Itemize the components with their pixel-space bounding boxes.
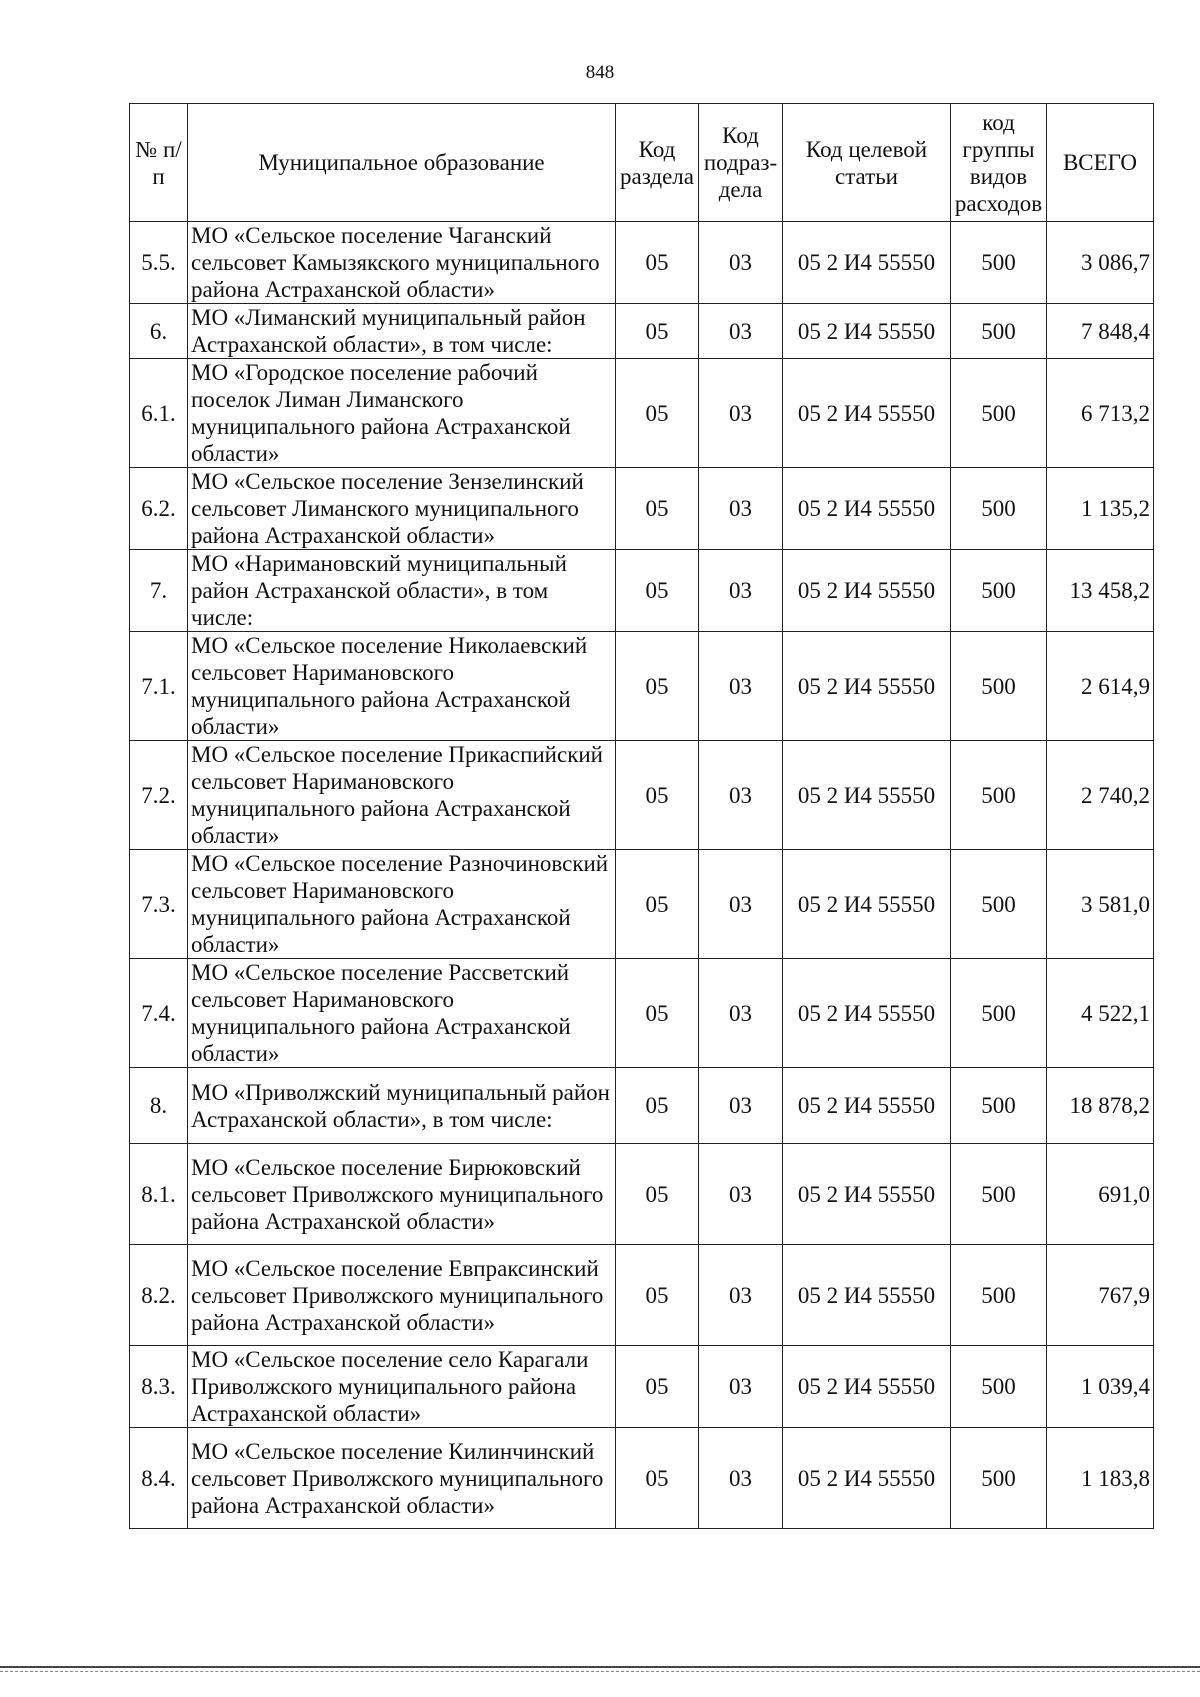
table-row xyxy=(130,1068,1154,1144)
municipality-name: МО «Сельское поселение Чаганский сельсовет Камызякского муниципального района Астраханской области» xyxy=(188,222,616,304)
municipality-name: МО «Сельское поселение Разночиновский сельсовет Наримановского муниципального района Астраханской области» xyxy=(188,850,616,959)
expense-group-code: 500 xyxy=(951,359,1047,468)
section-code: 05 xyxy=(616,1346,699,1428)
section-code: 05 xyxy=(616,1245,699,1346)
table-row xyxy=(130,632,1154,741)
expense-group-code: 500 xyxy=(951,1144,1047,1245)
target-code: 05 2 И4 55550 xyxy=(783,359,951,468)
page-number: 848 xyxy=(585,62,615,83)
expense-group-code: 500 xyxy=(951,632,1047,741)
total-amount: 13 458,2 xyxy=(1047,550,1154,632)
header-section: Код раздела xyxy=(616,104,699,222)
row-number: 8.2. xyxy=(130,1245,188,1346)
target-code: 05 2 И4 55550 xyxy=(783,632,951,741)
bottom-rule xyxy=(0,1666,1200,1668)
target-code: 05 2 И4 55550 xyxy=(783,959,951,1068)
target-code: 05 2 И4 55550 xyxy=(783,1144,951,1245)
section-code: 05 xyxy=(616,1428,699,1529)
header-target: Код целевой статьи xyxy=(783,104,951,222)
total-amount: 3 086,7 xyxy=(1047,222,1154,304)
expense-group-code: 500 xyxy=(951,550,1047,632)
table-row xyxy=(130,222,1154,304)
municipality-name: МО «Сельское поселение село Карагали Приволжского муниципального района Астраханской области» xyxy=(188,1346,616,1428)
table-row xyxy=(130,1245,1154,1346)
total-amount: 2 740,2 xyxy=(1047,741,1154,850)
target-code: 05 2 И4 55550 xyxy=(783,222,951,304)
row-number: 7.3. xyxy=(130,850,188,959)
expense-group-code: 500 xyxy=(951,959,1047,1068)
section-code: 05 xyxy=(616,741,699,850)
header-name: Муниципальное образование xyxy=(188,104,616,222)
row-number: 6.1. xyxy=(130,359,188,468)
expense-group-code: 500 xyxy=(951,850,1047,959)
section-code: 05 xyxy=(616,632,699,741)
expense-group-code: 500 xyxy=(951,1428,1047,1529)
total-amount: 1 135,2 xyxy=(1047,468,1154,550)
section-code: 05 xyxy=(616,304,699,359)
table-row xyxy=(130,468,1154,550)
municipality-name: МО «Сельское поселение Рассветский сельсовет Наримановского муниципального района Астраханской области» xyxy=(188,959,616,1068)
row-number: 8. xyxy=(130,1068,188,1144)
table-row xyxy=(130,850,1154,959)
total-amount: 18 878,2 xyxy=(1047,1068,1154,1144)
municipality-name: МО «Городское поселение рабочий поселок Лиман Лиманского муниципального района Астраханской области» xyxy=(188,359,616,468)
expense-group-code: 500 xyxy=(951,1346,1047,1428)
subsection-code: 03 xyxy=(699,1144,783,1245)
row-number: 6. xyxy=(130,304,188,359)
total-amount: 4 522,1 xyxy=(1047,959,1154,1068)
row-number: 7.1. xyxy=(130,632,188,741)
expense-group-code: 500 xyxy=(951,222,1047,304)
subsection-code: 03 xyxy=(699,1245,783,1346)
target-code: 05 2 И4 55550 xyxy=(783,304,951,359)
header-total: ВСЕГО xyxy=(1047,104,1154,222)
target-code: 05 2 И4 55550 xyxy=(783,550,951,632)
subsection-code: 03 xyxy=(699,468,783,550)
subsection-code: 03 xyxy=(699,1428,783,1529)
section-code: 05 xyxy=(616,959,699,1068)
subsection-code: 03 xyxy=(699,550,783,632)
subsection-code: 03 xyxy=(699,1346,783,1428)
total-amount: 3 581,0 xyxy=(1047,850,1154,959)
section-code: 05 xyxy=(616,1068,699,1144)
municipality-name: МО «Сельское поселение Зензелинский сельсовет Лиманского муниципального района Астраханской области» xyxy=(188,468,616,550)
subsection-code: 03 xyxy=(699,359,783,468)
budget-table xyxy=(129,103,1154,1529)
subsection-code: 03 xyxy=(699,959,783,1068)
municipality-name: МО «Приволжский муниципальный район Астраханской области», в том числе: xyxy=(188,1068,616,1144)
header-subsection: Код подраз-дела xyxy=(699,104,783,222)
section-code: 05 xyxy=(616,1144,699,1245)
total-amount: 767,9 xyxy=(1047,1245,1154,1346)
total-amount: 6 713,2 xyxy=(1047,359,1154,468)
expense-group-code: 500 xyxy=(951,304,1047,359)
municipality-name: МО «Сельское поселение Килинчинский сельсовет Приволжского муниципального района Астраханской области» xyxy=(188,1428,616,1529)
subsection-code: 03 xyxy=(699,1068,783,1144)
row-number: 7.2. xyxy=(130,741,188,850)
row-number: 8.3. xyxy=(130,1346,188,1428)
row-number: 8.1. xyxy=(130,1144,188,1245)
subsection-code: 03 xyxy=(699,222,783,304)
table-row xyxy=(130,741,1154,850)
table-header xyxy=(130,104,1154,222)
table-row xyxy=(130,1428,1154,1529)
target-code: 05 2 И4 55550 xyxy=(783,1245,951,1346)
target-code: 05 2 И4 55550 xyxy=(783,850,951,959)
section-code: 05 xyxy=(616,468,699,550)
municipality-name: МО «Сельское поселение Прикаспийский сельсовет Наримановского муниципального района Астраханской области» xyxy=(188,741,616,850)
row-number: 7.4. xyxy=(130,959,188,1068)
row-number: 7. xyxy=(130,550,188,632)
expense-group-code: 500 xyxy=(951,741,1047,850)
table-row xyxy=(130,550,1154,632)
municipality-name: МО «Сельское поселение Бирюковский сельсовет Приволжского муниципального района Астраханской области» xyxy=(188,1144,616,1245)
subsection-code: 03 xyxy=(699,741,783,850)
section-code: 05 xyxy=(616,550,699,632)
expense-group-code: 500 xyxy=(951,1068,1047,1144)
subsection-code: 03 xyxy=(699,304,783,359)
header-num: № п/п xyxy=(130,104,188,222)
row-number: 5.5. xyxy=(130,222,188,304)
expense-group-code: 500 xyxy=(951,468,1047,550)
bottom-rule-dashed xyxy=(0,1671,1200,1672)
expense-group-code: 500 xyxy=(951,1245,1047,1346)
target-code: 05 2 И4 55550 xyxy=(783,741,951,850)
subsection-code: 03 xyxy=(699,850,783,959)
total-amount: 2 614,9 xyxy=(1047,632,1154,741)
header-group: код группы видов расходов xyxy=(951,104,1047,222)
municipality-name: МО «Лиманский муниципальный район Астраханской области», в том числе: xyxy=(188,304,616,359)
municipality-name: МО «Сельское поселение Николаевский сельсовет Наримановского муниципального района Астраханской области» xyxy=(188,632,616,741)
table-row xyxy=(130,1144,1154,1245)
row-number: 6.2. xyxy=(130,468,188,550)
table-row xyxy=(130,359,1154,468)
table-row xyxy=(130,1346,1154,1428)
section-code: 05 xyxy=(616,359,699,468)
municipality-name: МО «Наримановский муниципальный район Астраханской области», в том числе: xyxy=(188,550,616,632)
subsection-code: 03 xyxy=(699,632,783,741)
table-body xyxy=(130,222,1154,1529)
target-code: 05 2 И4 55550 xyxy=(783,1346,951,1428)
total-amount: 1 183,8 xyxy=(1047,1428,1154,1529)
target-code: 05 2 И4 55550 xyxy=(783,1428,951,1529)
municipality-name: МО «Сельское поселение Евпраксинский сельсовет Приволжского муниципального района Астраханской области» xyxy=(188,1245,616,1346)
row-number: 8.4. xyxy=(130,1428,188,1529)
section-code: 05 xyxy=(616,222,699,304)
target-code: 05 2 И4 55550 xyxy=(783,1068,951,1144)
section-code: 05 xyxy=(616,850,699,959)
total-amount: 7 848,4 xyxy=(1047,304,1154,359)
total-amount: 1 039,4 xyxy=(1047,1346,1154,1428)
total-amount: 691,0 xyxy=(1047,1144,1154,1245)
target-code: 05 2 И4 55550 xyxy=(783,468,951,550)
table-row xyxy=(130,304,1154,359)
table-row xyxy=(130,959,1154,1068)
